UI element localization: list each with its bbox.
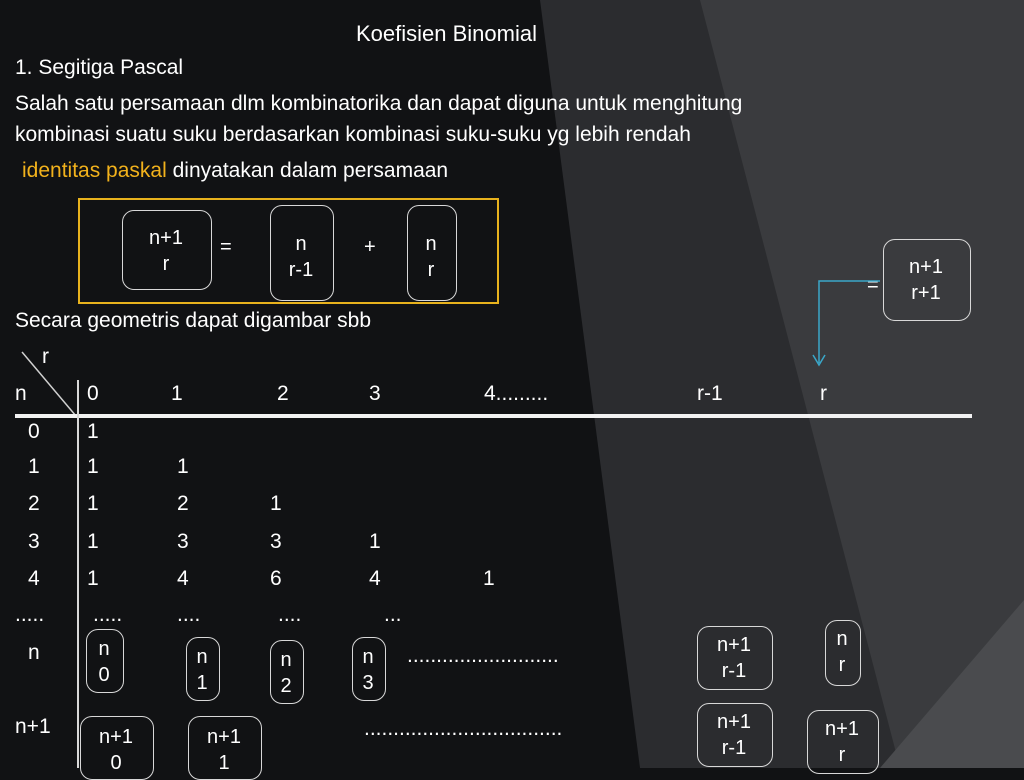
equals-sign: = xyxy=(220,236,232,258)
col-header-r: r xyxy=(820,382,827,405)
table-cell: ..... xyxy=(93,603,123,626)
table-cell: 1 xyxy=(270,492,282,515)
row-label: 4 xyxy=(28,567,40,590)
table-cell: .... xyxy=(177,603,201,626)
binom-cell-text: n+1 r-1 xyxy=(717,634,751,682)
paragraph-line-1: Salah satu persamaan dlm kombinatorika dan dapat diguna untuk menghitung xyxy=(15,92,743,115)
table-cell: 4 xyxy=(369,567,381,590)
col-header-2: 2 xyxy=(277,382,289,405)
table-cell: 1 xyxy=(87,530,99,553)
binom-b-text: n r xyxy=(425,233,437,281)
section-heading: 1. Segitiga Pascal xyxy=(15,56,184,79)
row-label: 0 xyxy=(28,420,40,443)
binom-cell-text: n+1 1 xyxy=(207,726,241,774)
identity-rest: dinyatakan dalam persamaan xyxy=(172,159,449,182)
binom-cell-text: n 3 xyxy=(362,646,374,694)
row-label: ..... xyxy=(15,603,45,626)
table-cell: 1 xyxy=(87,420,99,443)
row-label: n xyxy=(28,641,40,664)
binom-cell-text: n 0 xyxy=(98,638,110,686)
table-cell: 3 xyxy=(270,530,282,553)
table-cell: .... xyxy=(278,603,302,626)
col-header-4: 4......... xyxy=(484,382,549,405)
binom-cell-text: n 2 xyxy=(280,649,292,697)
binom-cell-text: n r xyxy=(836,628,848,676)
col-header-1: 1 xyxy=(171,382,183,405)
side-equals: = xyxy=(867,274,879,296)
table-cell: 1 xyxy=(87,567,99,590)
table-cell: 1 xyxy=(87,455,99,478)
col-header-3: 3 xyxy=(369,382,381,405)
table-cell: 1 xyxy=(369,530,381,553)
plus-sign: + xyxy=(364,236,376,258)
col-header-r-1: r-1 xyxy=(697,382,723,405)
r-axis-label: r xyxy=(42,345,49,368)
table-cell: 3 xyxy=(177,530,189,553)
row-axis-rule xyxy=(77,380,79,768)
row-label: n+1 xyxy=(15,715,51,738)
n1-row-dots: .................................. xyxy=(364,717,563,740)
col-header-0: 0 xyxy=(87,382,99,405)
n-row-dots: .......................... xyxy=(407,644,559,667)
header-rule xyxy=(15,414,972,418)
binom-cell-text: n+1 r xyxy=(825,718,859,766)
binom-cell-text: n+1 r-1 xyxy=(717,711,751,759)
identity-line xyxy=(22,160,448,181)
binom-lhs-text: n+1 r xyxy=(149,227,183,275)
row-label: 3 xyxy=(28,530,40,553)
binom-cell-text: n+1 0 xyxy=(99,726,133,774)
table-cell: 2 xyxy=(177,492,189,515)
table-cell: 6 xyxy=(270,567,282,590)
table-cell: 1 xyxy=(87,492,99,515)
table-cell: ... xyxy=(384,603,402,626)
binom-cell-text: n 1 xyxy=(196,646,208,694)
n-axis-label: n xyxy=(15,382,27,405)
arrow-icon xyxy=(805,275,885,370)
slide-title: Koefisien Binomial xyxy=(356,21,537,46)
table-cell: 1 xyxy=(483,567,495,590)
row-label: 2 xyxy=(28,492,40,515)
binom-side-text: n+1 r+1 xyxy=(909,256,943,304)
paragraph-line-2: kombinasi suatu suku berdasarkan kombinasi suku-suku yg lebih rendah xyxy=(15,123,691,146)
identity-highlight: identitas paskal xyxy=(22,159,167,182)
corner-diagonal xyxy=(18,350,80,420)
table-cell: 4 xyxy=(177,567,189,590)
row-label: 1 xyxy=(28,455,40,478)
table-cell: 1 xyxy=(177,455,189,478)
binom-a-text: n r-1 xyxy=(288,233,314,281)
geometric-caption: Secara geometris dapat digambar sbb xyxy=(15,309,372,332)
